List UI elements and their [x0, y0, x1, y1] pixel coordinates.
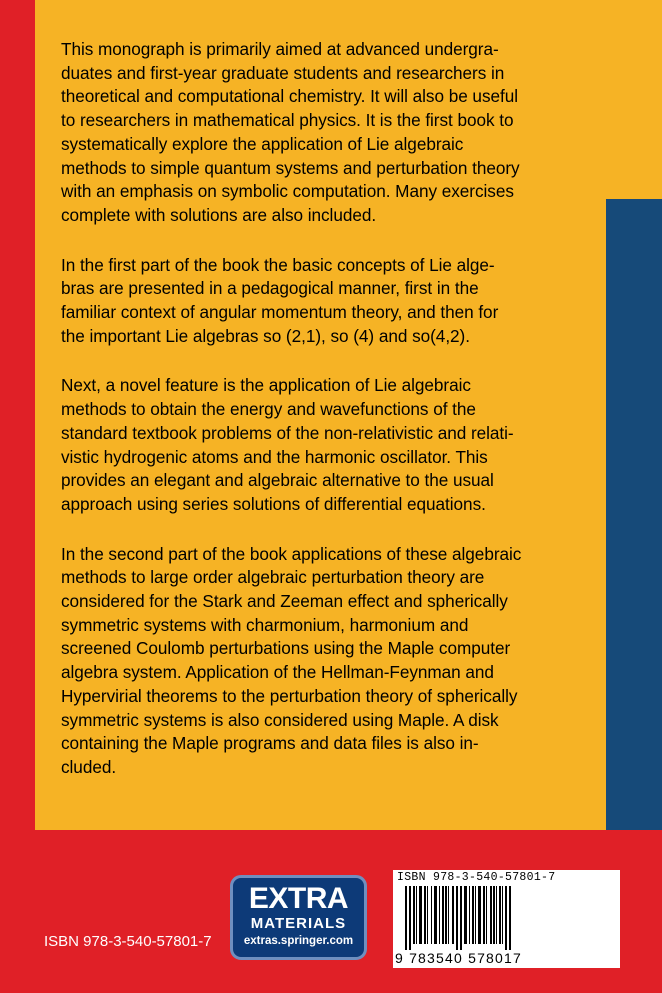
- barcode: [393, 870, 620, 968]
- blurb-line: approach using series solutions of differential equations.: [61, 493, 486, 514]
- barcode-bar: [456, 886, 458, 950]
- blurb-line: with an emphasis on symbolic computation. Many exercises: [61, 181, 514, 202]
- blurb-line: In the second part of the book applications of these algebraic: [61, 543, 522, 564]
- blurb-paragraph: [61, 38, 581, 228]
- back-cover-blurb: [61, 38, 581, 806]
- barcode-bar: [434, 886, 437, 944]
- blurb-line: cluded.: [61, 756, 117, 777]
- blurb-line: methods to simple quantum systems and perturbation theory: [61, 157, 520, 178]
- barcode-bar: [431, 886, 432, 944]
- blurb-line: screened Coulomb perturbations using the Maple computer: [61, 638, 511, 659]
- blurb-paragraph: [61, 374, 581, 516]
- barcode-bar: [427, 886, 428, 944]
- barcode-bar: [499, 886, 501, 944]
- barcode-bar: [493, 886, 495, 944]
- blurb-line: bras are presented in a pedagogical manner, first in the: [61, 278, 479, 299]
- barcode-bar: [509, 886, 511, 950]
- blurb-paragraph: [61, 543, 581, 780]
- barcode-bar: [478, 886, 481, 944]
- barcode-bar: [502, 886, 503, 944]
- barcode-bar: [416, 886, 417, 944]
- barcode-bar: [460, 886, 462, 950]
- barcode-bar: [464, 886, 467, 944]
- blurb-line: In the first part of the book the basic concepts of Lie alge-: [61, 254, 495, 275]
- blurb-line: Hypervirial theorems to the perturbation theory of spherically: [61, 685, 518, 706]
- barcode-bar: [469, 886, 470, 944]
- cover-blue-stripe: [606, 199, 662, 830]
- blurb-line: to researchers in mathematical physics. It is the first book to: [61, 110, 514, 131]
- blurb-line: systematically explore the application of Lie algebraic: [61, 133, 464, 154]
- barcode-bar: [472, 886, 474, 944]
- barcode-bar: [424, 886, 426, 944]
- extra-materials-badge: [230, 875, 367, 960]
- blurb-line: complete with solutions are also included.: [61, 204, 377, 225]
- blurb-line: provides an elegant and algebraic alternative to the usual: [61, 470, 494, 491]
- blurb-line: familiar context of angular momentum theory, and then for: [61, 302, 499, 323]
- blurb-line: symmetric systems with charmonium, harmonium and: [61, 614, 469, 635]
- badge-url: extras.springer.com: [243, 935, 354, 947]
- badge-title: EXTRA: [248, 882, 349, 915]
- blurb-line: standard textbook problems of the non-relativistic and relati-: [61, 422, 514, 443]
- isbn-text: ISBN 978-3-540-57801-7: [44, 933, 212, 950]
- barcode-bar: [413, 886, 415, 944]
- blurb-line: considered for the Stark and Zeeman effect and spherically: [61, 591, 508, 612]
- barcode-bars: [397, 886, 616, 950]
- blurb-line: vistic hydrogenic atoms and the harmonic oscillator. This: [61, 446, 488, 467]
- barcode-bar: [445, 886, 447, 944]
- barcode-bar: [439, 886, 440, 944]
- blurb-line: methods to obtain the energy and wavefunctions of the: [61, 399, 476, 420]
- barcode-bar: [496, 886, 497, 944]
- barcode-bar: [405, 886, 407, 950]
- blurb-paragraph: [61, 254, 581, 349]
- barcode-bar: [448, 886, 449, 944]
- blurb-line: the important Lie algebras so (2,1), so (4) and so(4,2).: [61, 325, 470, 346]
- blurb-line: theoretical and computational chemistry. It will also be useful: [61, 86, 519, 107]
- barcode-bar: [442, 886, 444, 944]
- blurb-line: containing the Maple programs and data files is also in-: [61, 733, 479, 754]
- blurb-line: algebra system. Application of the Hellman-Feynman and: [61, 662, 494, 683]
- blurb-line: symmetric systems is also considered using Maple. A disk: [61, 709, 499, 730]
- barcode-bar: [490, 886, 492, 944]
- barcode-bar: [475, 886, 476, 944]
- blurb-line: Next, a novel feature is the application of Lie algebraic: [61, 375, 471, 396]
- barcode-bar: [483, 886, 485, 944]
- barcode-bar: [486, 886, 487, 944]
- blurb-line: duates and first-year graduate students and researchers in: [61, 62, 505, 83]
- blurb-line: methods to large order algebraic perturbation theory are: [61, 567, 485, 588]
- barcode-bar: [452, 886, 454, 944]
- blurb-line: This monograph is primarily aimed at advanced undergra-: [61, 39, 499, 59]
- barcode-bar: [419, 886, 422, 944]
- badge-subtitle: MATERIALS: [250, 915, 347, 932]
- barcode-bar: [505, 886, 507, 950]
- barcode-bar: [409, 886, 411, 950]
- barcode-isbn-label: ISBN 978-3-540-57801-7: [397, 871, 556, 884]
- barcode-digits: 9 783540 578017: [395, 950, 522, 966]
